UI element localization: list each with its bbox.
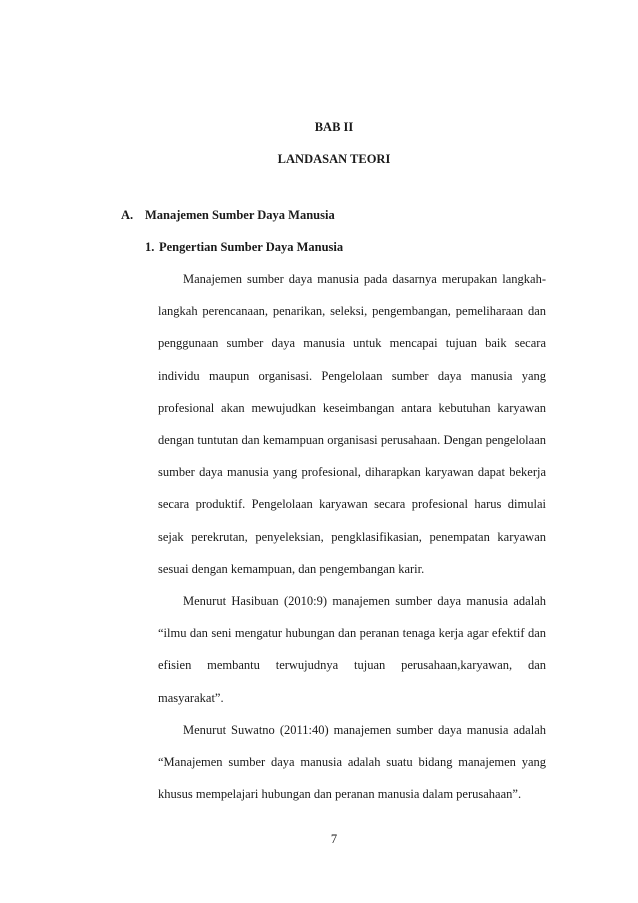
section-heading: [121, 208, 335, 223]
page-number: 7: [330, 832, 338, 846]
chapter-number: BAB II: [314, 120, 354, 134]
paragraph: Manajemen sumber daya manusia pada dasarnya merupakan langkah-langkah perencanaan, penarikan, seleksi, pengembangan, pemeliharaan dan penggunaan sumber daya manusia untuk mencapai tujuan baik secara individu maupun organisasi. Pengelolaan sumber daya manusia yang profesional akan mewujudkan keseimbangan antara kebutuhan karyawan dengan tuntutan dan kemampuan organisasi perusahaan. Dengan pengelolaan sumber daya manusia yang profesional, diharapkan karyawan dapat bekerja secara produktif. Pengelolaan karyawan secara profesional harus dimulai sejak perekrutan, penyeleksian, pengklasifikasian, penempatan karyawan sesuai dengan kemampuan, dan pengembangan karir.: [158, 272, 546, 576]
paragraph: Menurut Hasibuan (2010:9) manajemen sumber daya manusia adalah “ilmu dan seni mengatur hubungan dan peranan tenaga kerja agar efektif dan efisien membantu terwujudnya tujuan perusahaan,karyawan, dan masyarakat”.: [158, 594, 546, 705]
subsection-marker: 1.: [145, 240, 155, 254]
body-text: [158, 263, 546, 810]
paragraph: Menurut Suwatno (2011:40) manajemen sumber daya manusia adalah “Manajemen sumber daya manusia adalah suatu bidang manajemen yang khusus mempelajari hubungan dan peranan manusia dalam perusahaan”.: [158, 722, 546, 802]
section-marker: A.: [121, 208, 134, 222]
subsection-heading: [145, 240, 343, 255]
section-title: Manajemen Sumber Daya Manusia: [145, 208, 335, 222]
chapter-title: LANDASAN TEORI: [277, 152, 391, 166]
subsection-title: Pengertian Sumber Daya Manusia: [159, 240, 344, 254]
